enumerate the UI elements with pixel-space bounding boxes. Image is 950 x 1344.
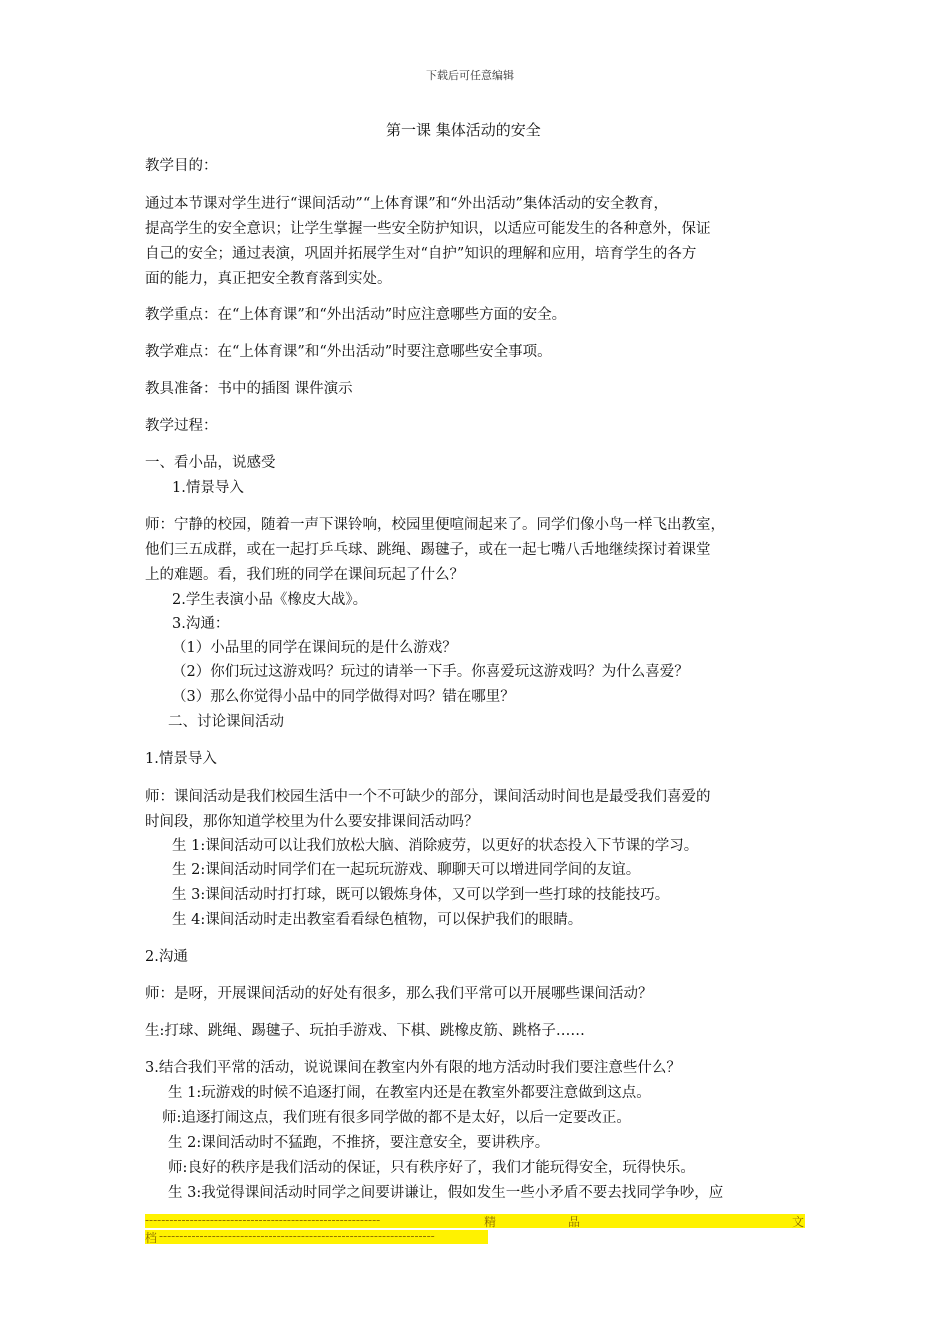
dialogue-line: 师:追逐打闹这点，我们班有很多同学做的都不是太好，以后一定要改正。 — [162, 1110, 631, 1126]
subheading: 2.沟通 — [145, 949, 188, 965]
paragraph-line: 师：是呀，开展课间活动的好处有很多，那么我们平常可以开展哪些课间活动？ — [145, 986, 653, 1002]
subheading: 1.情景导入 — [145, 751, 217, 767]
page-title: 第一课 集体活动的安全 — [386, 121, 541, 139]
footer-dashes: -------------------------------------------------------------------- — [159, 1229, 435, 1243]
student-answer-line: 生 3:课间活动时打打球，既可以锻炼身体，又可以学到一些打球的技能技巧。 — [172, 887, 670, 903]
question-line: （1）小品里的同学在课间玩的是什么游戏？ — [172, 640, 457, 656]
paragraph-line: 师：课间活动是我们校园生活中一个不可缺少的部分，课间活动时间也是最受我们喜爱的 — [145, 789, 711, 805]
footer-word: 精 — [484, 1215, 497, 1229]
paragraph-line: 上的难题。看，我们班的同学在课间玩起了什么？ — [145, 567, 464, 583]
section-heading: 教学目的： — [145, 158, 218, 174]
key-points-line: 教学重点：在“上体育课”和“外出活动”时应注意哪些方面的安全。 — [145, 307, 567, 323]
paragraph-line: 通过本节课对学生进行“课间活动”“上体育课”和“外出活动”集体活动的安全教育， — [145, 196, 668, 212]
subheading: 3.沟通： — [172, 616, 230, 632]
dialogue-line: 生 2:课间活动时不猛跑，不推挤，要注意安全，要讲秩序。 — [168, 1135, 550, 1151]
paragraph-line: 提高学生的安全意识；让学生掌握一些安全防护知识，以适应可能发生的各种意外，保证 — [145, 221, 711, 237]
student-answer-line: 生 4:课间活动时走出教室看看绿色植物，可以保护我们的眼睛。 — [172, 912, 583, 928]
subheading: 2.学生表演小品《橡皮大战》。 — [172, 592, 368, 608]
paragraph-line: 时间段，那你知道学校里为什么要安排课间活动吗？ — [145, 814, 479, 830]
materials-line: 教具准备：书中的插图 课件演示 — [145, 381, 353, 397]
paragraph-line: 他们三五成群，或在一起打乒乓球、跳绳、踢毽子，或在一起七嘴八舌地继续探讨着课堂 — [145, 542, 711, 558]
subheading: 3.结合我们平常的活动，说说课间在教室内外有限的地方活动时我们要注意些什么？ — [145, 1060, 681, 1076]
header-note: 下载后可任意编辑 — [426, 69, 514, 82]
question-line: （2）你们玩过这游戏吗？玩过的请举一下手。你喜爱玩这游戏吗？为什么喜爱？ — [172, 664, 689, 680]
dialogue-line: 生 1:玩游戏的时候不追逐打闹，在教室内还是在教室外都要注意做到这点。 — [168, 1085, 651, 1101]
footer-word: 品 — [568, 1215, 581, 1229]
subheading: 1.情景导入 — [172, 480, 244, 496]
section-heading: 一、看小品，说感受 — [145, 455, 276, 471]
paragraph-line: 生:打球、跳绳、踢毽子、玩拍手游戏、下棋、跳橡皮筋、跳格子…… — [145, 1023, 585, 1039]
footer-word: 档 — [145, 1231, 158, 1245]
paragraph-line: 面的能力，真正把安全教育落到实处。 — [145, 271, 392, 287]
difficulties-line: 教学难点：在“上体育课”和“外出活动”时要注意哪些安全事项。 — [145, 344, 552, 360]
paragraph-line: 师：宁静的校园，随着一声下课铃响，校园里便喧闹起来了。同学们像小鸟一样飞出教室， — [145, 517, 725, 533]
student-answer-line: 生 1:课间活动可以让我们放松大脑、消除疲劳，以更好的状态投入下节课的学习。 — [172, 838, 699, 854]
section-heading: 二、讨论课间活动 — [168, 714, 284, 730]
section-heading: 教学过程： — [145, 418, 218, 434]
paragraph-line: 自己的安全；通过表演，巩固并拓展学生对“自护”知识的理解和应用，培育学生的各方 — [145, 246, 697, 262]
dialogue-line: 师:良好的秩序是我们活动的保证，只有秩序好了，我们才能玩得安全，玩得快乐。 — [168, 1160, 695, 1176]
dialogue-line: 生 3:我觉得课间活动时同学之间要讲谦让，假如发生一些小矛盾不要去找同学争吵，应 — [168, 1185, 724, 1201]
footer-dashes: ---------------------------------------------------------- — [145, 1213, 381, 1227]
student-answer-line: 生 2:课间活动时同学们在一起玩玩游戏、聊聊天可以增进同学间的友谊。 — [172, 862, 641, 878]
question-line: （3）那么你觉得小品中的同学做得对吗？错在哪里？ — [172, 689, 515, 705]
footer-word: 文 — [792, 1215, 805, 1229]
